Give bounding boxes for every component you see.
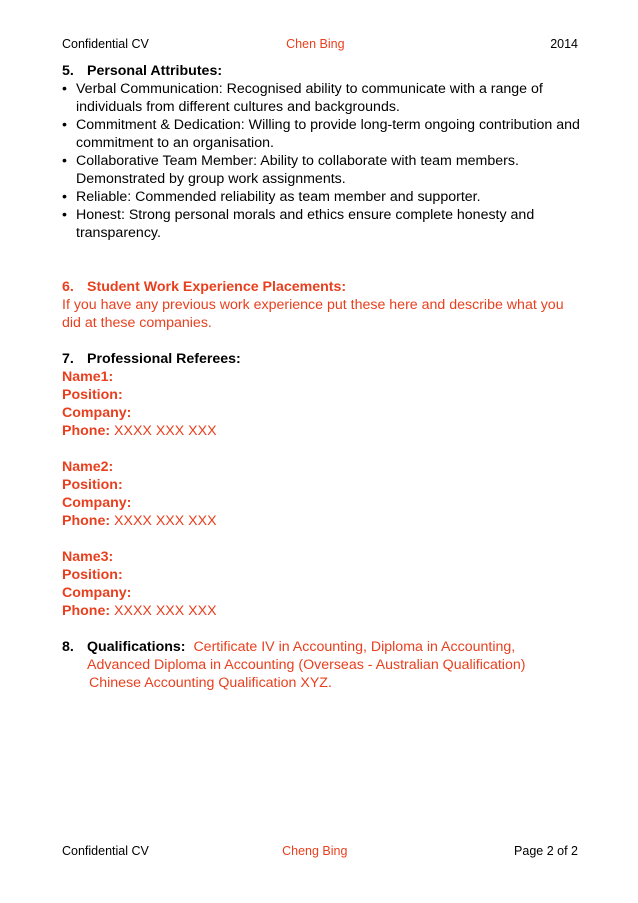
list-item: • Verbal Communication: Recognised ability to communicate with a range of individuals from different cultures and backgrounds. [62,80,582,116]
referee-phone: Phone: XXXX XXX XXX [62,513,217,529]
referee-position: Position: [62,477,123,493]
header-left: Confidential CV [62,37,149,51]
list-item: • Commitment & Dedication: Willing to provide long-term ongoing contribution and commitment to an organisation. [62,116,582,152]
referee-2 [62,458,582,530]
section-8-number: 8. [62,639,74,655]
section-6-heading: 6. Student Work Experience Placements: [62,279,347,295]
referee-name: Name2: [62,459,114,475]
list-item: • Reliable: Commended reliability as team member and supporter. [62,188,582,206]
referee-name: Name1: [62,369,114,385]
header-center: Chen Bing [286,37,345,51]
footer-left: Confidential CV [62,844,149,858]
footer-center: Cheng Bing [282,844,348,858]
referee-3 [62,548,582,620]
list-item: • Honest: Strong personal morals and ethics ensure complete honesty and transparency. [62,206,582,242]
qualifications-body [87,638,525,692]
section-6-body: If you have any previous work experience put these here and describe what you did at these companies. [62,297,564,331]
page-header [62,36,578,52]
footer-right: Page 2 of 2 [514,844,578,858]
section-8 [62,638,582,692]
section-5-heading: 5. Personal Attributes: [62,63,223,79]
qualification-line: Advanced Diploma in Accounting (Overseas - Australian Qualification) [87,657,526,673]
referee-position: Position: [62,387,123,403]
section-8-heading: Qualifications: [87,639,186,655]
page-footer [62,843,578,859]
referee-phone: Phone: XXXX XXX XXX [62,603,217,619]
referee-company: Company: [62,405,132,421]
personal-attributes-list [62,80,582,242]
referee-phone: Phone: XXXX XXX XXX [62,423,217,439]
referee-1 [62,368,582,440]
referee-company: Company: [62,495,132,511]
qualification-line: Certificate IV in Accounting, Diploma in Accounting, [193,639,516,655]
header-right: 2014 [550,37,578,51]
page-content [62,62,582,692]
referee-company: Company: [62,585,132,601]
section-7-heading: 7. Professional Referees: [62,351,241,367]
list-item: • Collaborative Team Member: Ability to collaborate with team members. Demonstrated by group work assignments. [62,152,582,188]
referee-name: Name3: [62,549,114,565]
referee-position: Position: [62,567,123,583]
qualification-line: Chinese Accounting Qualification XYZ. [89,675,332,691]
